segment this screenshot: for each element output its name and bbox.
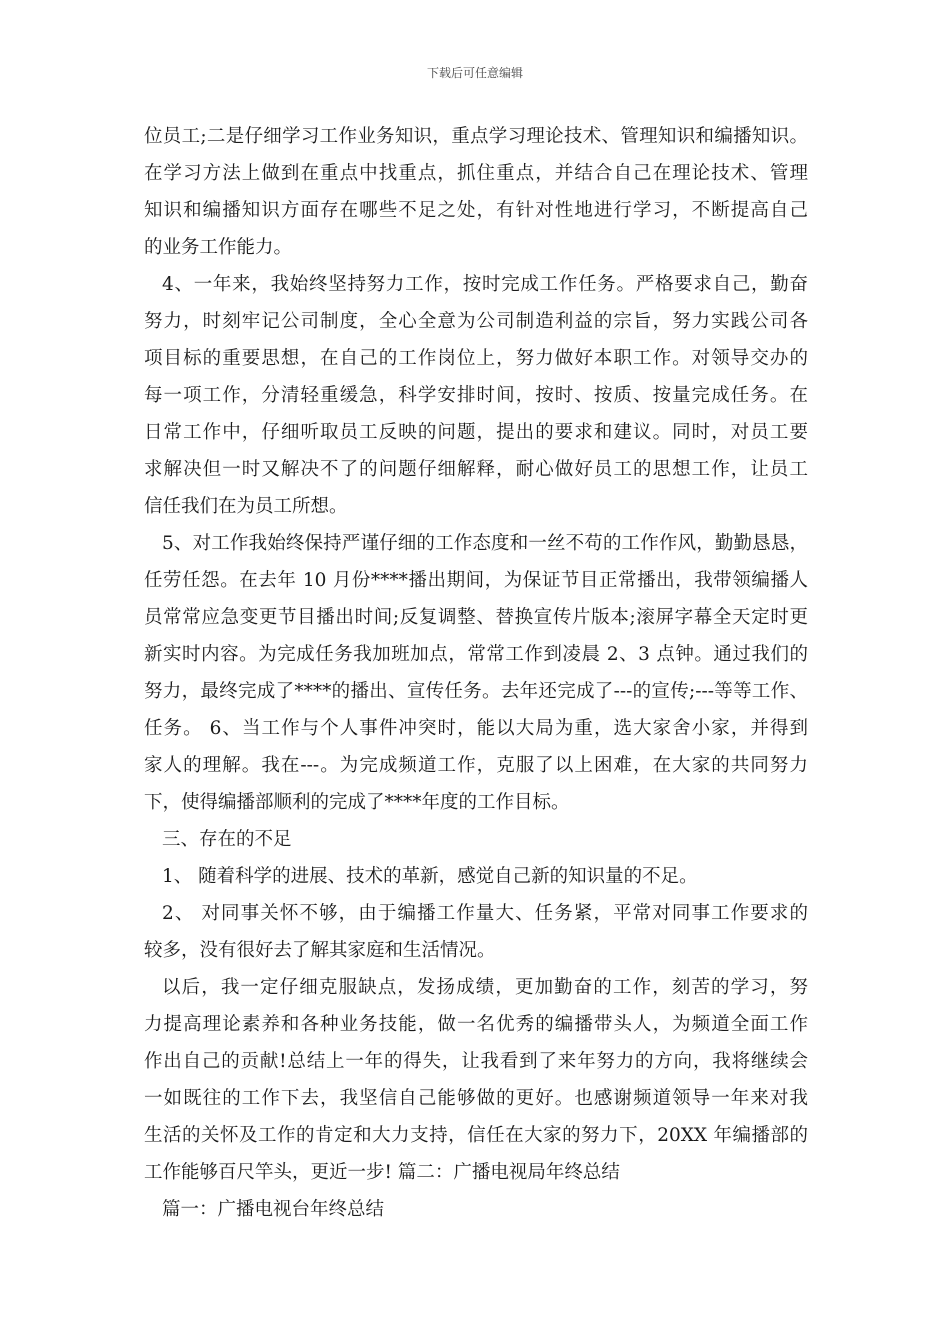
text-line: 工作能够百尺竿头，更近一步! 篇二：广播电视局年终总结 — [144, 1162, 620, 1183]
page-header: 下载后可任意编辑 — [426, 66, 523, 80]
text-line: 每一项工作，分清轻重缓急，科学安排时间，按时、按质、按量完成任务。在 — [144, 385, 808, 406]
text-line: 任务。 6、当工作与个人事件冲突时，能以大局为重，选大家舍小家，并得到 — [144, 718, 808, 739]
text-line: 项目标的重要思想，在自己的工作岗位上，努力做好本职工作。对领导交办的 — [144, 348, 808, 369]
text-line: 篇一：广播电视台年终总结 — [162, 1199, 385, 1220]
text-line: 4、一年来，我始终坚持努力工作，按时完成工作任务。严格要求自己，勤奋 — [162, 274, 808, 295]
text-line: 家人的理解。我在---。为完成频道工作，克服了以上困难，在大家的共同努力 — [144, 755, 808, 776]
text-line: 较多，没有很好去了解其家庭和生活情况。 — [144, 940, 496, 961]
text-line: 位员工;二是仔细学习工作业务知识，重点学习理论技术、管理知识和编播知识。 — [144, 126, 808, 147]
text-line: 信任我们在为员工所想。 — [144, 496, 348, 517]
text-line: 任劳任怨。在去年 10 月份****播出期间，为保证节目正常播出，我带领编播人 — [144, 570, 808, 591]
text-line: 生活的关怀及工作的肯定和大力支持，信任在大家的努力下，20XX 年编播部的 — [144, 1125, 808, 1146]
text-line: 下，使得编播部顺利的完成了****年度的工作目标。 — [144, 792, 570, 813]
text-line: 一如既往的工作下去，我坚信自己能够做的更好。也感谢频道领导一年来对我 — [144, 1088, 808, 1109]
text-line: 5、对工作我始终保持严谨仔细的工作态度和一丝不苟的工作作风，勤勤恳恳， — [162, 533, 808, 554]
text-line: 员常常应急变更节目播出时间;反复调整、替换宣传片版本;滚屏字幕全天定时更 — [144, 607, 808, 628]
text-line: 1、 随着科学的进展、技术的革新，感觉自己新的知识量的不足。 — [162, 866, 698, 887]
text-line: 力提高理论素养和各种业务技能，做一名优秀的编播带头人，为频道全面工作 — [144, 1014, 808, 1035]
text-line: 努力，时刻牢记公司制度，全心全意为公司制造利益的宗旨，努力实践公司各 — [144, 311, 808, 332]
text-line: 知识和编播知识方面存在哪些不足之处，有针对性地进行学习，不断提高自己 — [144, 200, 808, 221]
text-line: 作出自己的贡献!总结上一年的得失，让我看到了来年努力的方向，我将继续会 — [144, 1051, 808, 1072]
text-line: 求解决但一时又解决不了的问题仔细解释，耐心做好员工的思想工作，让员工 — [144, 459, 808, 480]
text-line: 努力，最终完成了****的播出、宣传任务。去年还完成了---的宣传;---等等工作、 — [144, 681, 808, 702]
text-line: 在学习方法上做到在重点中找重点，抓住重点，并结合自己在理论技术、管理 — [144, 163, 808, 184]
text-line: 新实时内容。为完成任务我加班加点，常常工作到凌晨 2、3 点钟。通过我们的 — [144, 644, 808, 665]
text-line: 以后，我一定仔细克服缺点，发扬成绩，更加勤奋的工作，刻苦的学习，努 — [162, 977, 808, 998]
text-line: 三、存在的不足 — [162, 829, 292, 850]
text-line: 2、 对同事关怀不够，由于编播工作量大、任务紧，平常对同事工作要求的 — [162, 903, 808, 924]
text-line: 的业务工作能力。 — [144, 237, 293, 258]
text-line: 日常工作中，仔细听取员工反映的问题，提出的要求和建议。同时，对员工要 — [144, 422, 808, 443]
document-body — [144, 118, 808, 1228]
